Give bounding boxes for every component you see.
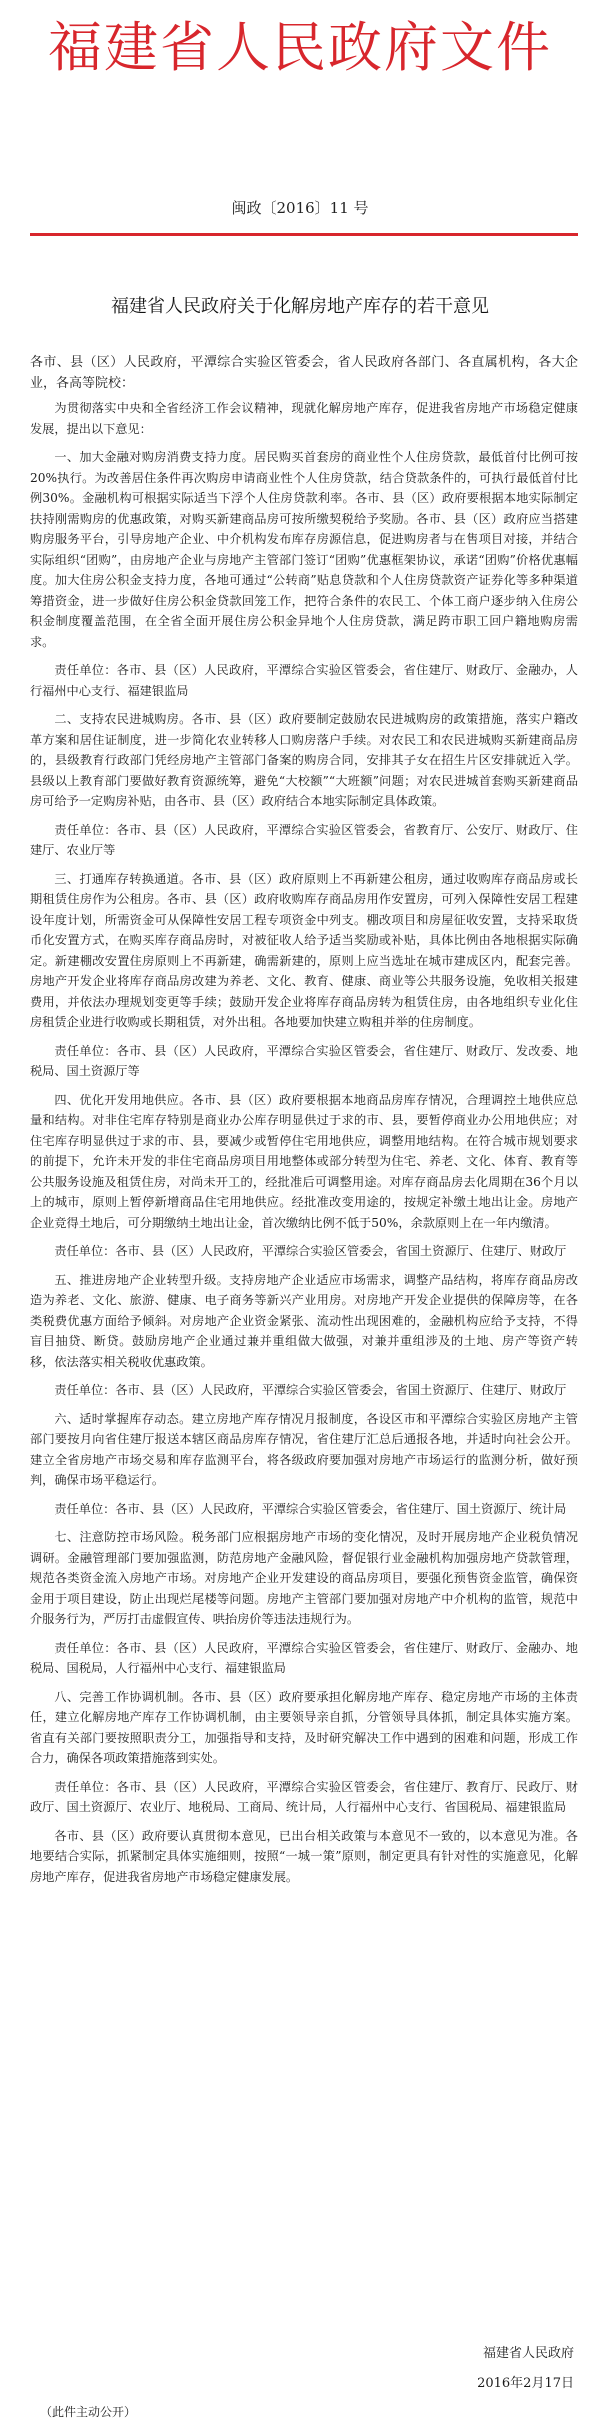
disclosure-note: （此件主动公开） bbox=[40, 2405, 137, 2419]
signature-date: 2016年2月17日 bbox=[477, 2376, 574, 2391]
section-5-responsible-units: 责任单位：各市、县（区）人民政府，平潭综合实验区管委会，省国土资源厅、住建厅、财政厅 bbox=[54, 1383, 567, 1397]
document-masthead: 福建省人民政府文件 bbox=[48, 16, 552, 79]
document-number: 闽政〔2016〕11 号 bbox=[231, 199, 369, 217]
addressee: 各市、县（区）人民政府，平潭综合实验区管委会，省人民政府各部门、各直属机构，各大企业，各高等院校： bbox=[30, 355, 578, 391]
section-2-responsible-units: 责任单位：各市、县（区）人民政府，平潭综合实验区管委会，省教育厅、公安厅、财政厅、住建厅、农业厅等 bbox=[30, 822, 578, 857]
section-2-paragraph: 二、支持农民进城购房。各市、县（区）政府要制定鼓励农民进城购房的政策措施，落实户籍改革方案和居住证制度，进一步简化农业转移人口购房落户手续。对农民工和农民进城购买新建商品房的，县级教育行政部门凭经房地产主管部门备案的购房合同，安排其子女在招生片区安排就近入学。县级以上教育部门要做好教育资源统筹，避免“大校额”“大班额”问题；对农民进城首套购买新建商品房可给予一定购房补贴，由各市、县（区）政府结合本地实际制定具体政策。 bbox=[30, 712, 578, 808]
section-1-paragraph: 一、加大金融对购房消费支持力度。居民购买首套房的商业性个人住房贷款，最低首付比例可按20%执行。为改善居住条件再次购房申请商业性个人住房贷款，结合贷款条件的，可执行最低首付比例30%。金融机构可根据实际适当下浮个人住房贷款利率。各市、县（区）政府要根据本地实际制定扶持刚需购房的优惠政策，对购买新建商品房可按所缴契税给予奖励。各市、县（区）政府应当搭建购房服务平台，引导房地产企业、中介机构发布库存房源信息，促进购房者与在售项目对接，并结合实际组织“团购”，由房地产企业与房地产主管部门签订“团购”优惠框架协议，承诺“团购”价格优惠幅度。加大住房公积金支持力度，各地可通过“公转商”贴息贷款和个人住房贷款资产证券化等多种渠道筹措资金，进一步做好住房公积金贷款回笼工作，把符合条件的农民工、个体工商户逐步纳入住房公积金制度覆盖范围，在全省全面开展住房公积金异地个人住房贷款，满足跨市职工回户籍地购房需求。 bbox=[30, 450, 578, 649]
document-title: 福建省人民政府关于化解房地产库存的若干意见 bbox=[111, 296, 489, 317]
section-8-paragraph: 八、完善工作协调机制。各市、县（区）政府要承担化解房地产库存、稳定房地产市场的主体责任，建立化解房地产库存工作协调机制，由主要领导亲自抓，分管领导具体抓，制定具体实施方案。省直有关部门要按照职责分工，加强指导和支持，及时研究解决工作中遇到的困难和问题，形成工作合力，确保各项政策措施落到实处。 bbox=[30, 1689, 578, 1765]
closing-paragraph: 各市、县（区）政府要认真贯彻本意见，已出台相关政策与本意见不一致的，以本意见为准。各地要结合实际，抓紧制定具体实施细则，按照“一城一策”原则，制定更具有针对性的实施意见，化解房地产库存，促进我省房地产市场稳定健康发展。 bbox=[30, 1828, 578, 1884]
section-4-responsible-units: 责任单位：各市、县（区）人民政府，平潭综合实验区管委会，省国土资源厅、住建厅、财政厅 bbox=[54, 1244, 567, 1258]
section-1-responsible-units: 责任单位：各市、县（区）人民政府，平潭综合实验区管委会，省住建厅、财政厅、金融办，人行福州中心支行、福建银监局 bbox=[30, 663, 578, 698]
intro-paragraph: 为贯彻落实中央和全省经济工作会议精神，现就化解房地产库存，促进我省房地产市场稳定健康发展，提出以下意见： bbox=[30, 401, 578, 436]
section-3-paragraph: 三、打通库存转换通道。各市、县（区）政府原则上不再新建公租房，通过收购库存商品房或长期租赁住房作为公租房。各市、县（区）政府收购库存商品房用作安置房，可列入保障性安居工程建设年度计划，所需资金可从保障性安居工程专项资金中列支。棚改项目和房屋征收安置，支持采取货币化安置方式，在购买库存商品房时，对被征收人给予适当奖励或补贴，具体比例由各地根据实际确定。新建棚改安置住房原则上不再新建，确需新建的，原则上应当选址在城市建成区内，配套完善。房地产开发企业将库存商品房改建为养老、文化、教育、健康、商业等公共服务设施，免收相关报建费用，并依法办理规划变更等手续；鼓励开发企业将库存商品房转为租赁住房，由各地组织专业化住房租赁企业进行收购或长期租赁，对外出租。各地要加快建立购租并举的住房制度。 bbox=[30, 871, 578, 1029]
signature-organization: 福建省人民政府 bbox=[482, 2346, 574, 2361]
section-6-responsible-units: 责任单位：各市、县（区）人民政府，平潭综合实验区管委会，省住建厅、国土资源厅、统计局 bbox=[54, 1501, 567, 1516]
section-4-paragraph: 四、优化开发用地供应。各市、县（区）政府要根据本地商品房库存情况，合理调控土地供应总量和结构。对非住宅库存特别是商业办公库存明显供过于求的市、县，要暂停商业办公用地供应；对住宅库存明显供过于求的市、县，要减少或暂停住宅用地供应，调整用地结构。在符合城市规划要求的前提下，允许未开发的非住宅商品房项目用地整体或部分转型为住宅、养老、文化、体育、教育等公共服务设施及租赁住房，对尚未开工的，经批准后可调整用途。对库存商品房去化周期在36个月以上的城市，原则上暂停新增商品住宅用地供应。经批准改变用途的，按规定补缴土地出让金。房地产企业竞得土地后，可分期缴纳土地出让金，首次缴纳比例不低于50%，余款原则上在一年内缴清。 bbox=[30, 1092, 578, 1230]
section-3-responsible-units: 责任单位：各市、县（区）人民政府，平潭综合实验区管委会，省住建厅、财政厅、发改委、地税局、国土资源厅等 bbox=[30, 1043, 578, 1078]
section-7-responsible-units: 责任单位：各市、县（区）人民政府，平潭综合实验区管委会，省住建厅、财政厅、金融办、地税局、国税局，人行福州中心支行、福建银监局 bbox=[30, 1640, 578, 1675]
section-6-paragraph: 六、适时掌握库存动态。建立房地产库存情况月报制度，各设区市和平潭综合实验区房地产主管部门要按月向省住建厅报送本辖区商品房库存情况，省住建厅汇总后通报各地，并适时向社会公开。建立全省房地产市场交易和库存监测平台，将各级政府要加强对房地产市场运行的监测分析，做好预判，确保市场平稳运行。 bbox=[30, 1411, 578, 1487]
section-7-paragraph: 七、注意防控市场风险。税务部门应根据房地产市场的变化情况，及时开展房地产企业税负情况调研。金融管理部门要加强监测，防范房地产金融风险，督促银行业金融机构加强房地产贷款管理，规范各类资金流入房地产市场。对房地产企业开发建设的商品房项目，要强化预售资金监管，确保资金用于项目建设，防止出现烂尾楼等问题。房地产主管部门要加强对房地产中介机构的监管，规范中介服务行为，严厉打击虚假宣传、哄抬房价等违法违规行为。 bbox=[30, 1530, 578, 1626]
document-body bbox=[30, 352, 578, 1887]
section-5-paragraph: 五、推进房地产企业转型升级。支持房地产企业适应市场需求，调整产品结构，将库存商品房改造为养老、文化、旅游、健康、电子商务等新兴产业用房。对房地产开发企业提供的保障房等，在各类税费优惠方面给予倾斜。对房地产企业资金紧张、流动性出现困难的，金融机构应给予支持，不得盲目抽贷、断贷。鼓励房地产企业通过兼并重组做大做强，对兼并重组涉及的土地、房产等资产转移，依法落实相关税收优惠政策。 bbox=[30, 1272, 578, 1369]
section-8-responsible-units: 责任单位：各市、县（区）人民政府，平潭综合实验区管委会，省住建厅、教育厅、民政厅、财政厅、国土资源厅、农业厅、地税局、工商局、统计局，人行福州中心支行、省国税局、福建银监局 bbox=[30, 1779, 578, 1814]
red-rule-divider bbox=[30, 233, 578, 236]
